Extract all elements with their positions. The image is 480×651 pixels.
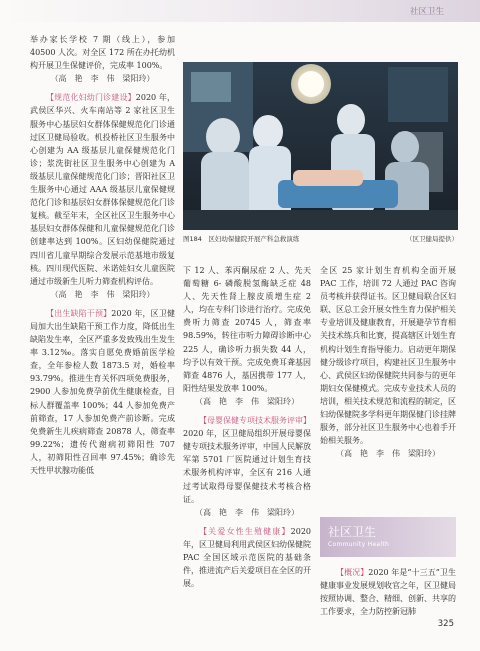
sec3-title: 【母婴保健专项技术服务评审】 <box>199 416 311 426</box>
sec4-paragraph <box>183 525 311 590</box>
sec5-paragraph <box>320 566 456 618</box>
sec1-text: 2020 年，武侯区华兴、火车南站等 2 家社区卫生服务中心基层妇女群体保健规范化门诊通过区卫健局验收。机投桥社区卫生服务中心创建为 AA 级基层儿童保健规范化门诊；浆洗街社区卫生服务中心创建为 A 级基层儿童保健规范化门诊；晋阳社区卫生服务中心通过 AAA 级基层儿童保健规范化门诊和基层妇女群体保健规范化门诊复核。截至年末，全区社区卫生服务中心基层妇女群体保健和儿童保健规范化门诊创建率达到 100%。区妇幼保健院通过四川省儿童早期综合发展示范基地市级复核。四川现代医院、米诺娃妇女儿童医院通过市级新生儿听力筛查机构评估。 <box>30 93 176 286</box>
figure-photo <box>183 62 458 230</box>
mid-text: 下 12 人、苯丙酮尿症 2 人、先天葡萄糖 6- 磷酸脱氢酶缺乏症 48 人、先天性肾上腺皮质增生症 2 人，均在专科门诊进行治疗。完成免费听力筛查 20745 人，筛查率 98.59%，转往市听力障碍诊断中心 225 人，确诊听力损失数 44 人，均予以有效干预。完成免费耳聋基因筛查 4876 人，基因携带 177 人，阳性结果发放率 100%。 <box>183 266 311 393</box>
page-number: 325 <box>437 619 454 629</box>
page-header <box>0 0 480 22</box>
intro-signature: （高 艳 李 伟 梁阳玲） <box>50 74 155 84</box>
sec3-paragraph <box>183 414 311 506</box>
right-signature: （高 艳 李 伟 梁阳玲） <box>336 449 440 459</box>
sec1-paragraph <box>30 91 175 287</box>
section-banner <box>320 517 456 557</box>
middle-column <box>183 264 311 590</box>
figure-caption: 图184 区妇幼保健院开展产科急救演练 <box>183 235 300 243</box>
mid-signature-1: （高 艳 李 伟 梁阳玲） <box>195 396 299 406</box>
sec1-title: 【规范化妇幼门诊建设】 <box>46 93 136 103</box>
banner-subtitle: Community Health <box>328 541 390 548</box>
right-column-bottom <box>320 566 456 618</box>
sec5-title: 【概况】 <box>336 568 369 577</box>
sec2-text: 2020 年，区卫健局加大出生缺陷干预工作力度，降低出生缺陷发生率，全区严重多发致残出生发生率 3.12‰。落实自愿免费婚前医学检查，全年参检人数 1873.5 对，婚检率 93.79%。推进生育关怀四项免费服务，2900 人参加免费孕前优生健康检查，目标人群覆盖率 100%；44 人参加免费产前筛查，17 人参加免费产前诊断。完成免费新生儿疾病筛查 20878 人，筛查率 99.22%；遗传代谢病初筛阳性 707 人，初筛阳性召回率 97.45%；确诊先天性甲状腺功能低 <box>30 308 176 475</box>
sec5-text: 2020 年是“十三五”卫生健康事业发展规划收官之年，区卫健局按照协调、整合、精细、创新、共享的工作要求，全力防控新冠肺 <box>320 568 456 617</box>
sec2-paragraph <box>30 307 175 477</box>
header-bar <box>0 0 480 22</box>
photo-illustration <box>183 62 458 230</box>
left-column <box>30 33 175 477</box>
sec3-text: 2020 年，区卫健局组织开展母婴保健专项技术服务评审，中国人民解放军第 5701 厂医院通过计划生育技术服务机构评审，全区有 216 人通过考试取得母婴保健技术考核合格证。 <box>183 429 311 504</box>
sec4-text: 2020 年，区卫健局利用武侯区妇幼保健院 PAC 全国区域示范医院的基础条件，推进流产后关爱项目在全区的开展。 <box>183 526 311 589</box>
header-section-label: 社区卫生 <box>409 7 444 17</box>
figure-credit: （区卫健局提供） <box>406 235 458 243</box>
banner-title: 社区卫生 <box>328 525 377 539</box>
intro-text: 举办家长学校 7 期（线上），参加 40500 人次。对全区 172 所在办托幼机构开展卫生保健评价，完成率 100%。 <box>30 35 175 71</box>
mid-signature-2: （高 艳 李 伟 梁阳玲） <box>195 507 299 517</box>
sec1-signature: （高 艳 李 伟 梁阳玲） <box>50 289 155 299</box>
right-text: 全区 25 家计划生育机构全面开展 PAC 工作，培训 72 人通过 PAC 咨询员考核并获得证书。区卫健局联合区妇联、区总工会开展女性生育力保护相关专业培训及健康教育，开展避孕节育相关技术练兵和比赛，提高辖区计划生育机构计划生育指导能力。启动更年期保健分级诊疗项目，构建社区卫生服务中心、武侯区妇幼保健院共同参与的更年期妇女保健模式。完成专业技术人员的培训，相关技术规范和流程的制定，区妇幼保健院多学科更年期保健门诊挂牌服务，部分社区卫生服务中心也着手开始相关服务。 <box>320 266 456 446</box>
right-column <box>320 264 456 460</box>
sec2-title: 【出生缺陷干预】 <box>46 308 112 318</box>
sec4-title: 【关爱女性生殖健康】 <box>199 526 291 536</box>
